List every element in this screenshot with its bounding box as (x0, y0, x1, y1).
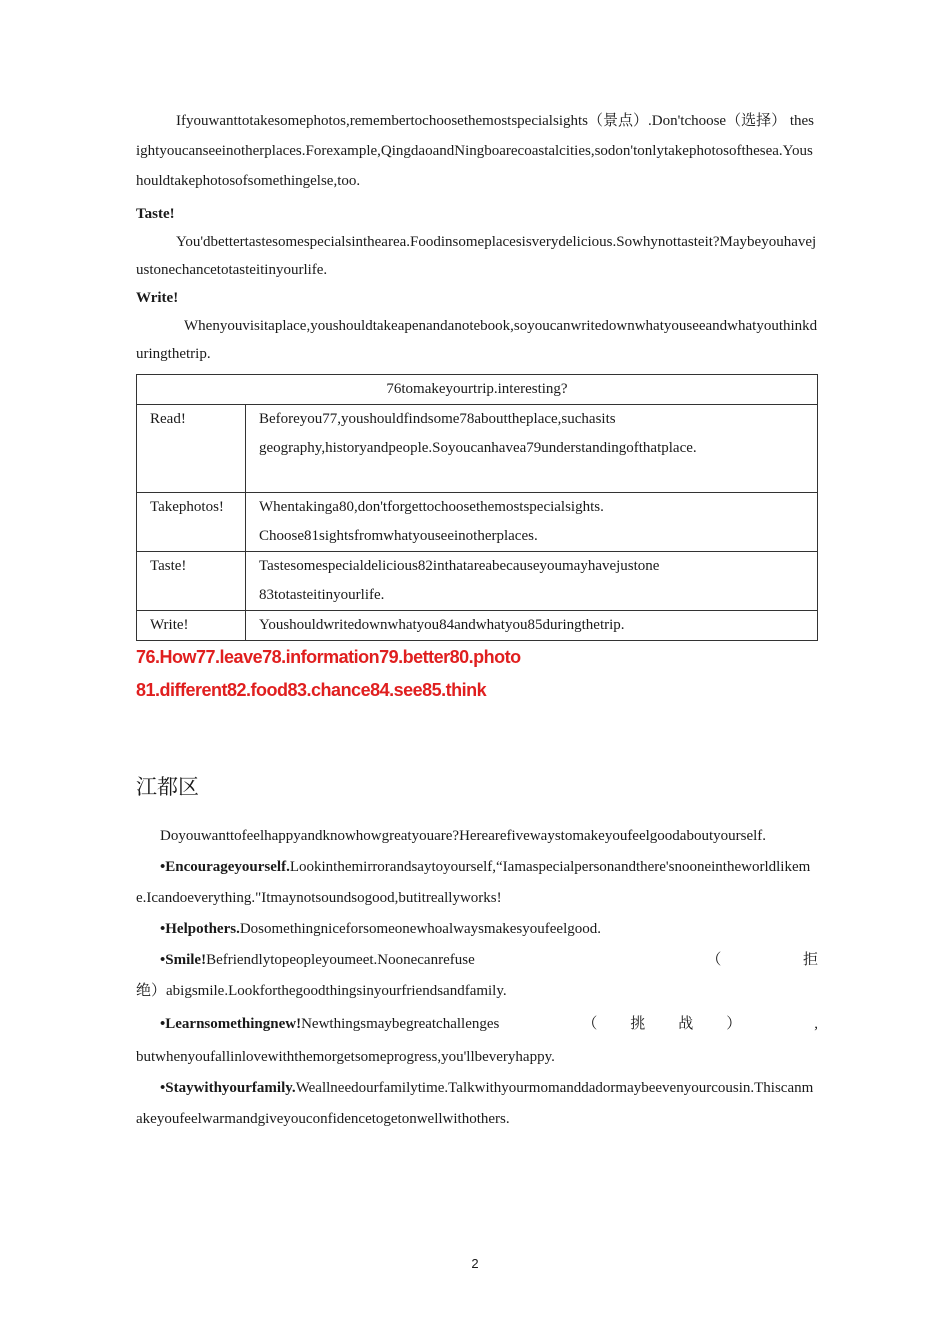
tip-paragraph (136, 914, 818, 945)
row-line: 83totasteitinyourlife. (259, 587, 385, 603)
tip-paragraph (136, 852, 818, 914)
tip-text: Weallneedourfamilytime.Talkwithyourmomanddadormaybeevenyourcousin.Thiscanmakeyoufeelwarmandgiveyouconfidencetogetonwellwithothers. (136, 1080, 814, 1127)
answer-line: 81.different82.food83.chance84.see85.think (136, 680, 487, 700)
table-row (137, 552, 818, 611)
tip-text: Dosomethingniceforsomeonewhoalwaysmakesyoufeelgood. (239, 921, 601, 937)
page-content (136, 106, 818, 1135)
row-line: Whentakinga80,don'tforgettochoosethemostspecialsights. (259, 499, 604, 515)
tip-text: Befriendlytopeopleyoumeet.Noonecanrefuse (206, 952, 475, 968)
tip-title: •Smile! (160, 952, 207, 968)
row-line: Choose81sightsfromwhatyouseeinotherplaces. (259, 528, 538, 544)
paragraph-photos: Ifyouwanttotakesomephotos,remembertochoosethemostspecialsights（景点）.Don'tchoose（选择） thesightyoucanseeinotherplaces.Forexample,QingdaoandNingboarecoastalcities,sodon'tonlytakephotosofthesea.Youshouldtakephotosofsomethingelse,too. (136, 113, 815, 189)
row-label-write: Write! (137, 611, 246, 641)
gloss-open: （ (582, 1016, 598, 1032)
tip-text: Lookinthemirrorandsaytoyourself,“Iamaspecialpersonandthere'snooneintheworldlikeme.Icandoeverything."Itmaynotsoundsogood,butitreallyworks! (136, 859, 811, 906)
paragraph-taste: You'dbettertastesomespecialsinthearea.Foodinsomeplacesisverydelicious.Sowhynottasteit?Maybeyouhavejustonechancetotasteitinyourlife. (136, 234, 817, 278)
tip-continuation: 绝）abigsmile.Lookforthegoodthingsinyourfriendsandfamily. (136, 983, 507, 999)
tip-paragraph (136, 1073, 818, 1135)
gloss-char: 挑 (630, 1016, 646, 1032)
paragraph-write: Whenyouvisitaplace,youshouldtakeapenandanotebook,soyoucanwritedownwhatyouseeandwhatyouthinkduringthetrip. (136, 318, 818, 362)
gloss-char: 战 (678, 1016, 694, 1032)
row-content-photos (246, 493, 818, 552)
table-row (137, 493, 818, 552)
gloss-comma: , (814, 1016, 818, 1032)
answer-key (136, 641, 818, 707)
row-line: Tastesomespecialdelicious82inthatareabecauseyoumayhavejustone (259, 558, 660, 574)
row-label-read: Read! (137, 405, 246, 493)
row-content-taste (246, 552, 818, 611)
heading-write: Write! (136, 290, 179, 306)
row-line: Youshouldwritedownwhatyou84andwhatyou85duringthetrip. (259, 617, 625, 633)
tip-title: •Staywithyourfamily. (160, 1080, 296, 1096)
tip-lead (160, 1007, 499, 1042)
table-title: 76tomakeyourtrip.interesting? (137, 375, 818, 405)
row-label-taste: Taste! (137, 552, 246, 611)
heading-taste: Taste! (136, 206, 175, 222)
row-line: geography,historyandpeople.Soyoucanhavea79understandingofthatplace. (259, 440, 697, 456)
tip-title: •Encourageyourself. (160, 859, 290, 875)
table-row (137, 405, 818, 493)
tip-title: •Helpothers. (160, 921, 240, 937)
gloss-open: （ (706, 952, 722, 968)
row-content-write (246, 611, 818, 641)
tip-continuation: butwhenyoufallinlovewiththemorgetsomeprogress,you'llbeveryhappy. (136, 1049, 555, 1065)
passage-intro: Doyouwanttofeelhappyandknowhowgreatyouare?Herearefivewaystomakeyoufeelgoodaboutyourself. (160, 828, 767, 844)
summary-table (136, 374, 818, 641)
answer-line: 76.How77.leave78.information79.better80.photo (136, 647, 521, 667)
tip-text: Newthingsmaybegreatchallenges (301, 1016, 500, 1032)
district-heading: 江都区 (136, 775, 199, 799)
row-label-photos: Takephotos! (137, 493, 246, 552)
reading-passage (136, 821, 818, 1135)
tip-title: •Learnsomethingnew! (160, 1016, 302, 1032)
gloss-char: 拒 (802, 952, 818, 968)
row-content-read (246, 405, 818, 493)
tip-paragraph (136, 945, 818, 976)
page-number: 2 (471, 1256, 479, 1271)
table-title-row (137, 375, 818, 405)
tip-paragraph (136, 1007, 818, 1042)
gloss-close: ） (726, 1016, 742, 1032)
row-line: Beforeyou77,youshouldfindsome78abouttheplace,suchasits (259, 411, 616, 427)
tip-lead (160, 945, 475, 976)
table-row (137, 611, 818, 641)
